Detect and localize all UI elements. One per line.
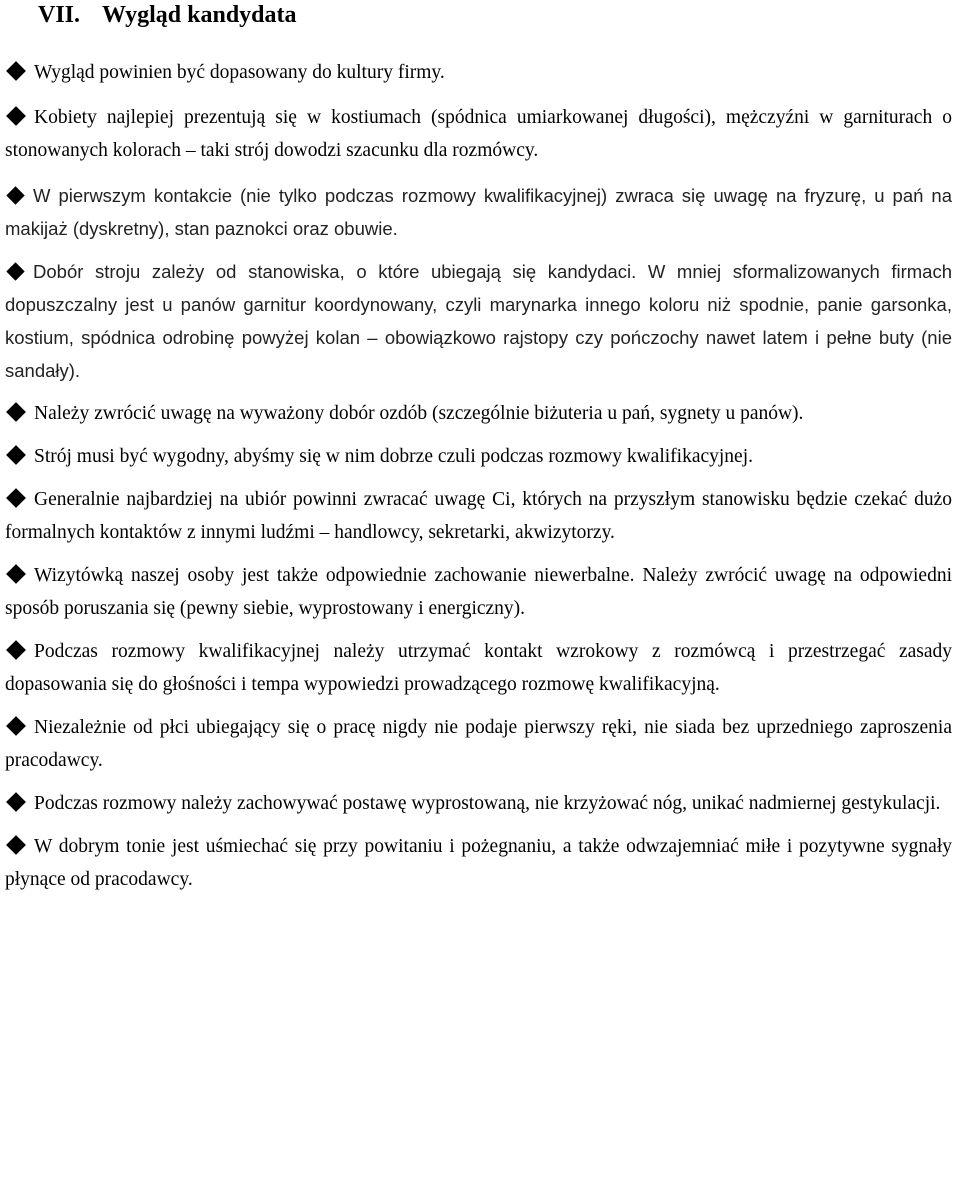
list-item-text: Wygląd powinien być dopasowany do kultury firmy. bbox=[34, 62, 445, 83]
list-item bbox=[5, 255, 952, 387]
guideline-list bbox=[5, 56, 952, 896]
diamond-bullet-icon bbox=[6, 835, 26, 855]
list-item-text: W pierwszym kontakcie (nie tylko podczas rozmowy kwalifikacyjnej) zwraca się uwagę na fryzurę, u pań na makijaż (dyskretny), stan paznokci oraz obuwie. bbox=[5, 185, 952, 239]
list-item-text: Wizytówką naszej osoby jest także odpowiednie zachowanie niewerbalne. Należy zwrócić uwagę na odpowiedni sposób poruszania się (pewny siebie, wyprostowany i energiczny). bbox=[5, 565, 952, 619]
list-item bbox=[5, 559, 952, 625]
section-heading bbox=[5, 0, 952, 34]
diamond-bullet-icon bbox=[6, 106, 26, 126]
list-item-text: Kobiety najlepiej prezentują się w kostiumach (spódnica umiarkowanej długości), mężczyźni w garniturach o stonowanych kolorach – taki strój dowodzi szacunku dla rozmówcy. bbox=[5, 107, 952, 161]
list-item bbox=[5, 397, 952, 430]
section-title: Wygląd kandydata bbox=[102, 2, 297, 28]
diamond-bullet-icon bbox=[6, 488, 26, 508]
list-item-text: Dobór stroju zależy od stanowiska, o które ubiegają się kandydaci. W mniej sformalizowanych firmach dopuszczalny jest u panów garnitur koordynowany, czyli marynarka innego koloru niż spodnie, panie garsonka, kostium, spódnica odrobinę powyżej kolan – obowiązkowo rajstopy czy pończochy nawet latem i pełne buty (nie sandały). bbox=[5, 261, 952, 381]
diamond-bullet-icon bbox=[6, 186, 24, 204]
diamond-bullet-icon bbox=[6, 640, 26, 660]
section-number: VII. bbox=[38, 2, 81, 28]
list-item bbox=[5, 483, 952, 549]
list-item-text: W dobrym tonie jest uśmiechać się przy powitaniu i pożegnaniu, a także odwzajemniać miłe i pozytywne sygnały płynące od pracodawcy. bbox=[5, 836, 952, 890]
list-item bbox=[5, 179, 952, 245]
diamond-bullet-icon bbox=[6, 792, 26, 812]
list-item bbox=[5, 440, 952, 473]
list-item-text: Niezależnie od płci ubiegający się o pracę nigdy nie podaje pierwszy ręki, nie siada bez uprzedniego zaproszenia pracodawcy. bbox=[5, 717, 952, 771]
list-item bbox=[5, 56, 952, 89]
list-item bbox=[5, 787, 952, 820]
list-item bbox=[5, 635, 952, 701]
list-item bbox=[5, 711, 952, 777]
list-item-text: Podczas rozmowy kwalifikacyjnej należy utrzymać kontakt wzrokowy z rozmówcą i przestrzegać zasady dopasowania się do głośności i tempa wypowiedzi prowadzącego rozmowę kwalifikacyjną. bbox=[5, 641, 952, 695]
list-item-text: Podczas rozmowy należy zachowywać postawę wyprostowaną, nie krzyżować nóg, unikać nadmiernej gestykulacji. bbox=[34, 793, 941, 814]
diamond-bullet-icon bbox=[6, 61, 26, 81]
diamond-bullet-icon bbox=[6, 445, 26, 465]
diamond-bullet-icon bbox=[6, 262, 24, 280]
diamond-bullet-icon bbox=[6, 716, 26, 736]
list-item bbox=[5, 101, 952, 167]
list-item bbox=[5, 830, 952, 896]
diamond-bullet-icon bbox=[6, 402, 26, 422]
list-item-text: Należy zwrócić uwagę na wyważony dobór ozdób (szczególnie biżuteria u pań, sygnety u panów). bbox=[34, 403, 804, 424]
list-item-text: Strój musi być wygodny, abyśmy się w nim dobrze czuli podczas rozmowy kwalifikacyjnej. bbox=[34, 446, 753, 467]
diamond-bullet-icon bbox=[6, 564, 26, 584]
list-item-text: Generalnie najbardziej na ubiór powinni zwracać uwagę Ci, których na przyszłym stanowisku będzie czekać dużo formalnych kontaktów z innymi ludźmi – handlowcy, sekretarki, akwizytorzy. bbox=[5, 489, 952, 543]
